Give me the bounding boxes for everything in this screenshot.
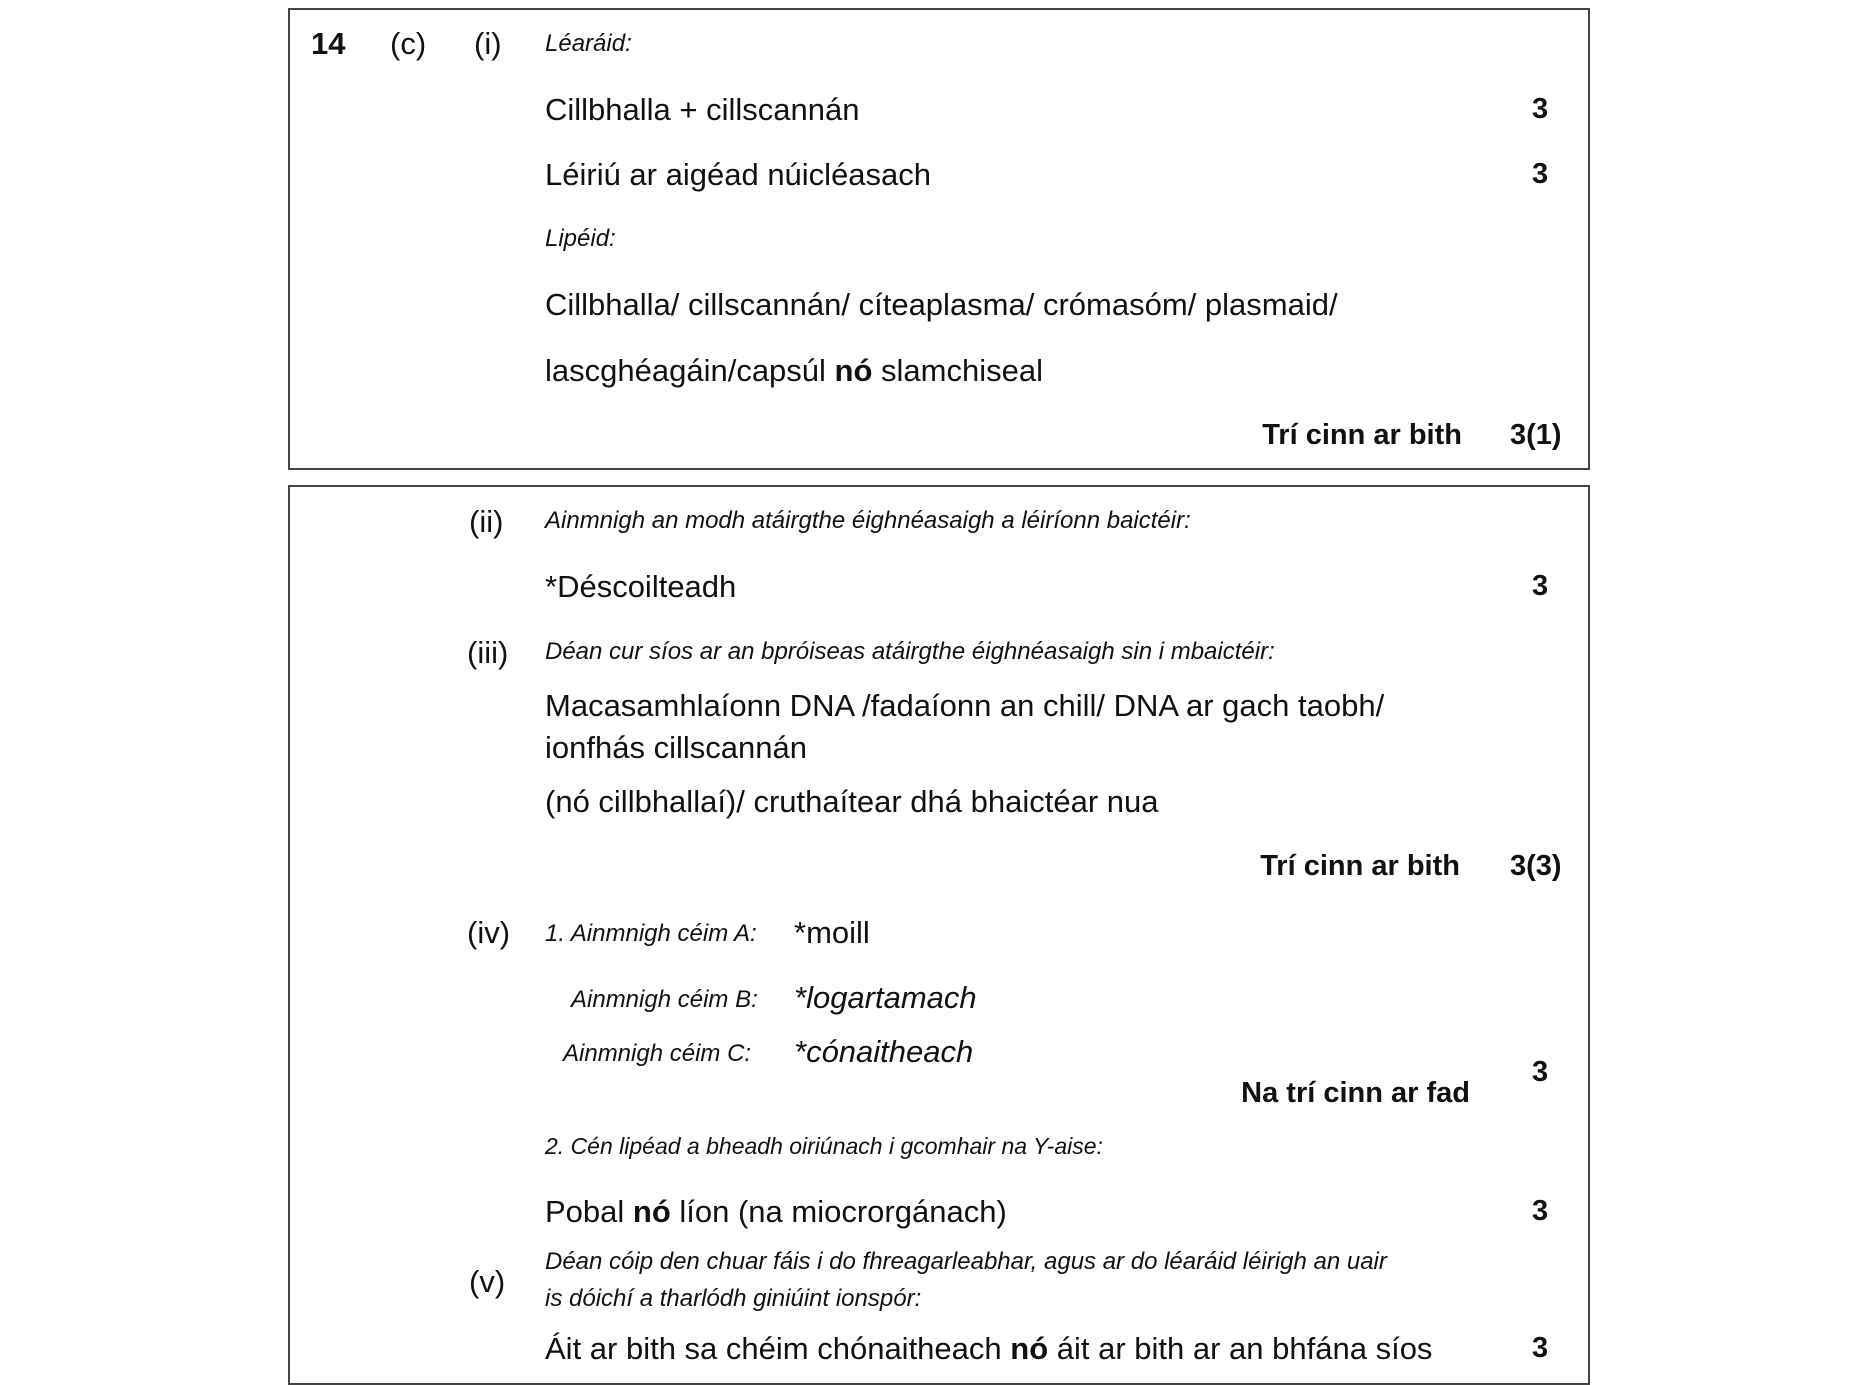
iv-answer	[545, 1196, 1007, 1227]
ii-mark: 3	[1532, 570, 1549, 602]
ii-answer: *Déscoilteadh	[545, 569, 737, 604]
question-number: 14	[311, 26, 346, 61]
iv-q1-label: 1. Ainmnigh céim A:	[545, 920, 757, 947]
iv-mark: 3	[1532, 1056, 1549, 1088]
ii-question: Ainmnigh an modh atáirgthe éighnéasaigh a léiríonn baictéir:	[545, 507, 1191, 534]
iv-q4: 2. Cén lipéad a bheadh oiriúnach i gcomhair na Y-aise:	[545, 1133, 1103, 1159]
labels-line-2-start: lascghéagáin/capsúl	[545, 353, 835, 388]
iv-summary: Na trí cinn ar fad	[1241, 1077, 1470, 1109]
sub-label-i: (i)	[474, 26, 502, 61]
v-question-line-2: is dóichí a tharlódh giniúint ionspór:	[545, 1285, 922, 1312]
marking-box-part-i	[288, 8, 1590, 470]
diagram-heading: Léaráid:	[545, 30, 632, 57]
iv-answer-start: Pobal	[545, 1194, 633, 1229]
part-label: (c)	[390, 26, 427, 61]
iv-q1-answer: *moill	[794, 915, 870, 950]
diagram-line-2-mark: 3	[1532, 158, 1549, 190]
iii-mark: 3(3)	[1510, 850, 1562, 882]
sub-label-iv: (iv)	[467, 915, 511, 950]
v-answer-or: nó	[1010, 1331, 1049, 1366]
iii-answer-line-2: ionfhás cillscannán	[545, 730, 807, 765]
labels-line-2-or: nó	[834, 353, 873, 388]
sub-label-ii: (ii)	[469, 504, 504, 539]
sub-label-iii: (iii)	[467, 635, 509, 670]
summary-any-three: Trí cinn ar bith	[1262, 419, 1462, 451]
v-question-line-1: Déan cóip den chuar fáis i do fhreagarleabhar, agus ar do léaráid léirigh an uair	[545, 1248, 1387, 1275]
iv-q3-label: Ainmnigh céim C:	[563, 1040, 752, 1067]
v-answer-start: Áit ar bith sa chéim chónaitheach	[545, 1331, 1011, 1366]
sub-label-v: (v)	[469, 1264, 506, 1299]
labels-line-1: Cillbhalla/ cillscannán/ cíteaplasma/ crómasóm/ plasmaid/	[545, 287, 1338, 322]
iii-answer-line-3: (nó cillbhallaí)/ cruthaítear dhá bhaictéar nua	[545, 784, 1159, 819]
iv-q2-answer: *logartamach	[794, 980, 977, 1015]
iii-question: Déan cur síos ar an bpróiseas atáirgthe éighnéasaigh sin i mbaictéir:	[545, 638, 1275, 665]
v-answer-end: áit ar bith ar an bhfána síos	[1048, 1331, 1433, 1366]
iv-answer-end: líon (na miocrorgánach)	[670, 1194, 1007, 1229]
iv-q3-answer: *cónaitheach	[794, 1034, 974, 1069]
iii-answer-line-1: Macasamhlaíonn DNA /fadaíonn an chill/ DNA ar gach taobh/	[545, 688, 1385, 723]
v-mark: 3	[1532, 1332, 1549, 1364]
iv-answer-mark: 3	[1532, 1195, 1549, 1227]
labels-heading: Lipéid:	[545, 225, 616, 252]
labels-line-2-end: slamchiseal	[872, 353, 1043, 388]
iii-summary: Trí cinn ar bith	[1260, 850, 1460, 882]
labels-line-2	[545, 355, 1043, 386]
iv-answer-or: nó	[632, 1194, 671, 1229]
diagram-line-1: Cillbhalla + cillscannán	[545, 92, 860, 127]
diagram-line-1-mark: 3	[1532, 93, 1549, 125]
iv-q2-label: Ainmnigh céim B:	[571, 986, 758, 1013]
summary-mark: 3(1)	[1510, 419, 1562, 451]
diagram-line-2: Léiriú ar aigéad núicléasach	[545, 157, 932, 192]
v-answer	[545, 1333, 1432, 1364]
